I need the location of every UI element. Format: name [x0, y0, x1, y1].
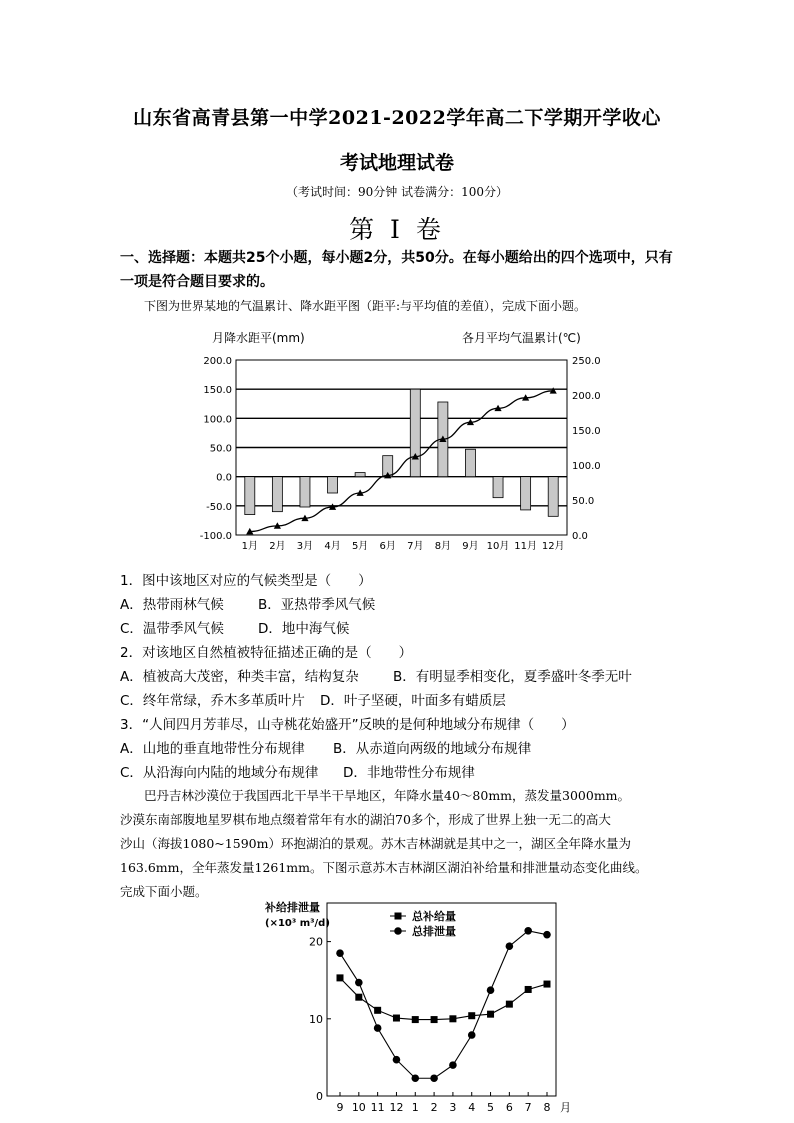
chart1-right-tick: 0.0 — [572, 531, 588, 542]
question-3-stem: 3．“人间四月芳菲尽，山寺桃花始盛开”反映的是何种地域分布规律（ ） — [120, 717, 575, 733]
chart2-x-tick: 4 — [468, 1101, 476, 1114]
question-1-option-c: C．温带季风气候 — [120, 621, 224, 637]
chart1-temperature-line — [250, 391, 553, 532]
chart1-left-tick: 50.0 — [209, 443, 232, 455]
chart1-right-tick: 250.0 — [572, 356, 601, 367]
chart2-discharge-point — [449, 1061, 457, 1069]
chart1-category-label: 4月 — [324, 541, 341, 552]
chart2-recharge-point — [412, 1016, 419, 1023]
chart2-x-tick: 3 — [449, 1101, 457, 1114]
question-1-option-d: D．地中海气候 — [258, 621, 350, 637]
chart1-precip-bar — [521, 477, 531, 510]
exam-meta: （考试时间：90分钟 试卷满分：100分） — [286, 185, 508, 199]
chart2-x-tick: 11 — [370, 1101, 385, 1114]
question-3-option-a: A．山地的垂直地带性分布规律 — [120, 741, 305, 757]
passage-line-5: 完成下面小题。 — [120, 884, 208, 899]
chart1-category-label: 2月 — [269, 541, 286, 552]
chart2-discharge-point — [543, 931, 551, 939]
chart1-intro: 下图为世界某地的气温累计、降水距平图（距平:与平均值的差值），完成下面小题。 — [144, 299, 587, 313]
chart2-line-discharge — [340, 931, 547, 1078]
chart2-discharge-point — [487, 986, 495, 994]
chart1-precip-bar — [548, 477, 558, 517]
chart1-right-tick: 100.0 — [572, 461, 601, 472]
passage-line-1: 巴丹吉林沙漠位于我国西北干旱半干旱地区，年降水量40～80mm，蒸发量3000mm。 — [144, 788, 631, 803]
chart2-discharge-point — [393, 1056, 401, 1064]
chart1-category-label: 7月 — [407, 541, 424, 552]
chart2-recharge-point — [393, 1015, 400, 1022]
chart1-right-tick: 50.0 — [572, 496, 595, 507]
chart1-category-label: 9月 — [462, 541, 479, 552]
chart2-discharge-point — [430, 1074, 438, 1082]
question-3-option-c: C．从沿海向内陆的地域分布规律 — [120, 765, 319, 781]
chart2-recharge-point — [544, 981, 551, 988]
question-2-option-a: A．植被高大茂密，种类丰富，结构复杂 — [120, 669, 359, 685]
chart2-discharge-point — [468, 1031, 476, 1039]
chart1-category-label: 11月 — [514, 541, 537, 552]
chart1-left-tick: 100.0 — [203, 414, 232, 426]
chart1-left-axis-label: 月降水距平(mm) — [212, 331, 305, 345]
chart2-x-unit: 月 — [560, 1101, 571, 1114]
chart2-legend-discharge-label: 总排泄量 — [412, 925, 456, 938]
chart2-recharge-point — [431, 1016, 438, 1023]
question-3-option-b: B．从赤道向两级的地域分布规律 — [333, 741, 532, 757]
chart2-x-tick: 12 — [389, 1101, 404, 1114]
chart1-right-tick: 200.0 — [572, 391, 601, 402]
chart1-category-label: 5月 — [351, 541, 369, 552]
chart1-precip-bar — [300, 477, 310, 507]
chart2-legend-recharge-marker — [395, 913, 402, 920]
volume-heading: 第 I 卷 — [349, 215, 445, 244]
section-heading: 一、选择题：本题共25个小题，每小题2分，共50分。在每小题给出的四个选项中，只有一项是符合题目要求的。 — [120, 250, 673, 290]
chart1-precip-bar — [465, 449, 475, 476]
chart1-precip-bar — [355, 473, 365, 477]
chart2-discharge-point — [336, 949, 344, 957]
chart1-right-tick: 150.0 — [572, 426, 601, 437]
chart2-x-tick: 6 — [505, 1101, 513, 1114]
chart2-recharge-point — [337, 974, 344, 981]
chart1-category-label: 12月 — [541, 541, 565, 552]
chart2-x-tick: 7 — [524, 1101, 532, 1114]
chart2-recharge-point — [449, 1015, 456, 1022]
question-2-option-d: D．叶子坚硬，叶面多有蜡质层 — [320, 693, 506, 709]
chart2-ylabel-line1: 补给排泄量 — [265, 901, 320, 914]
paper-title-line1: 山东省高青县第一中学2021-2022学年高二下学期开学收心 — [133, 107, 661, 129]
chart1-category-label: 10月 — [486, 541, 510, 552]
chart1-left-tick: 200.0 — [203, 356, 232, 367]
chart2-discharge-point — [374, 1024, 382, 1032]
chart2-x-tick: 1 — [411, 1101, 419, 1114]
chart1-right-axis-label: 各月平均气温累计(℃) — [462, 331, 581, 345]
chart2-ylabel-line2: (×10³ m³/d) — [265, 918, 330, 929]
question-3-option-d: D．非地带性分布规律 — [343, 765, 475, 781]
paper-title-line2: 考试地理试卷 — [339, 152, 454, 174]
chart2-x-tick: 8 — [543, 1101, 551, 1114]
chart2-x-tick: 9 — [336, 1101, 344, 1114]
chart1-category-label: 8月 — [434, 541, 452, 552]
chart1-category-label: 3月 — [296, 541, 314, 552]
passage-line-4: 163.6mm，全年蒸发量1261mm。下图示意苏木吉林湖区湖泊补给量和排泄量动态变化曲线。 — [120, 860, 648, 875]
chart2-legend-discharge-marker — [394, 927, 402, 935]
chart2-recharge-point — [525, 986, 532, 993]
chart2-discharge-point — [506, 942, 514, 950]
question-2-stem: 2．对该地区自然植被特征描述正确的是（ ） — [120, 645, 413, 661]
chart1-left-tick: -100.0 — [199, 531, 232, 542]
chart2-x-tick: 2 — [430, 1101, 438, 1114]
chart2-y-tick: 20 — [309, 935, 323, 949]
chart1-left-tick: 150.0 — [203, 385, 232, 397]
chart2-y-tick: 0 — [316, 1090, 323, 1103]
chart2-recharge-point — [468, 1012, 475, 1019]
chart1-category-label: 1月 — [241, 541, 258, 552]
lake-chart — [262, 898, 574, 1120]
chart2-discharge-point — [411, 1074, 419, 1082]
chart1-precip-bar — [410, 389, 420, 477]
passage-line-3: 沙山（海拔1080~1590m）环抱湖泊的景观。苏木吉林湖就是其中之一，湖区全年降水量为 — [120, 836, 631, 851]
question-1-option-a: A．热带雨林气候 — [120, 597, 224, 613]
chart2-recharge-point — [374, 1007, 381, 1014]
chart2-recharge-point — [487, 1011, 494, 1018]
chart1-precip-bar — [272, 477, 282, 512]
climate-chart — [190, 325, 610, 557]
chart2-x-tick: 10 — [351, 1101, 366, 1114]
chart2-recharge-point — [355, 994, 362, 1001]
question-2-option-c: C．终年常绿，乔木多革质叶片 — [120, 693, 305, 709]
chart1-precip-bar — [493, 477, 503, 498]
chart2-recharge-point — [506, 1001, 513, 1008]
chart1-left-tick: -50.0 — [206, 501, 232, 513]
chart1-precip-bar — [328, 477, 338, 493]
chart1-category-label: 6月 — [379, 541, 396, 552]
chart2-legend-recharge-label: 总补给量 — [412, 910, 456, 923]
chart2-discharge-point — [355, 979, 363, 987]
chart2-discharge-point — [524, 927, 532, 935]
chart1-precip-bar — [245, 477, 255, 515]
chart2-y-tick: 10 — [309, 1012, 323, 1026]
passage-line-2: 沙漠东南部腹地星罗棋布地点缀着常年有水的湖泊70多个，形成了世界上独一无二的高大 — [120, 812, 611, 827]
question-1-stem: 1．图中该地区对应的气候类型是（ ） — [120, 573, 372, 589]
question-2-option-b: B．有明显季相变化，夏季盛叶冬季无叶 — [393, 669, 632, 685]
question-1-option-b: B．亚热带季风气候 — [258, 597, 376, 613]
chart1-left-tick: 0.0 — [216, 472, 232, 484]
chart2-x-tick: 5 — [487, 1101, 495, 1114]
